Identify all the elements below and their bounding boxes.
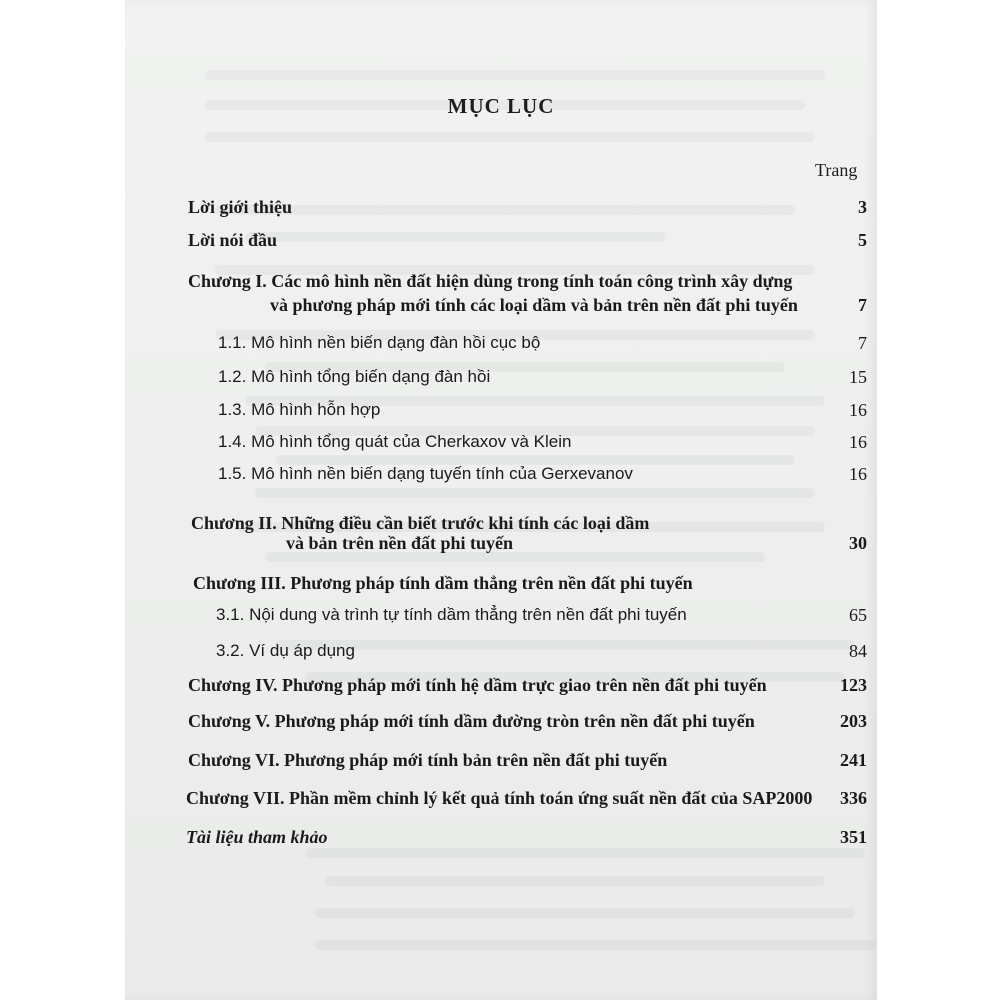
toc-entry-page: 30 [849, 533, 867, 553]
toc-entry-title: 1.4. Mô hình tổng quát của Cherkaxov và Klein [218, 432, 572, 451]
toc-entry-page: 7 [858, 333, 867, 353]
toc-entry-title: 1.5. Mô hình nền biến dạng tuyến tính của Gerxevanov [218, 464, 633, 483]
toc-entry-title: Tài liệu tham khảo [186, 827, 328, 847]
page-column-header: Trang [815, 160, 858, 180]
page-title: MỤC LỤC [447, 94, 555, 118]
toc-entry-title: 1.3. Mô hình hỗn hợp [218, 400, 381, 419]
toc-entry-page: 241 [840, 750, 867, 770]
toc-entry-page: 351 [840, 827, 867, 847]
toc-entry-title: 3.2. Ví dụ áp dụng [216, 641, 355, 660]
toc-entry-page: 123 [840, 675, 867, 695]
toc-entry-page: 5 [858, 230, 867, 250]
toc-entry-title: Chương VI. Phương pháp mới tính bản trên nền đất phi tuyến [188, 750, 668, 770]
toc-entry-title: Lời nói đầu [188, 230, 278, 250]
toc-entry-title: Chương VII. Phần mềm chỉnh lý kết quả tính toán ứng suất nền đất của SAP2000 [186, 788, 813, 808]
toc-entry-page: 7 [858, 295, 867, 315]
toc-entry-page: 16 [849, 464, 867, 484]
toc-entry-page: 3 [858, 197, 867, 217]
toc-entry-title: Chương I. Các mô hình nền đất hiện dùng trong tính toán công trình xây dựng [188, 271, 793, 291]
toc-entry-title: Chương III. Phương pháp tính dầm thẳng trên nền đất phi tuyến [193, 573, 693, 593]
toc-entry-title: Lời giới thiệu [188, 197, 292, 217]
toc-entry-title: 1.2. Mô hình tổng biến dạng đàn hồi [218, 367, 491, 386]
toc-entry-page: 65 [849, 605, 867, 625]
toc-entry-page: 16 [849, 400, 867, 420]
toc-entry-page: 336 [840, 788, 867, 808]
toc-entry-page: 16 [849, 432, 867, 452]
show-through-text [125, 0, 877, 1000]
toc-entry-title: Chương II. Những điều cần biết trước khi tính các loại dầm [191, 513, 650, 533]
toc-entry-page: 84 [849, 641, 867, 661]
toc-entry-title: Chương IV. Phương pháp mới tính hệ dầm trực giao trên nền đất phi tuyến [188, 675, 767, 695]
toc-entry-page: 15 [849, 367, 867, 387]
toc-entry-title: 1.1. Mô hình nền biến dạng đàn hồi cục bộ [218, 333, 541, 352]
toc-entry-title: 3.1. Nội dung và trình tự tính dầm thẳng trên nền đất phi tuyến [216, 605, 687, 624]
toc-entry-page: 203 [840, 711, 867, 731]
toc-entry-title: Chương V. Phương pháp mới tính dầm đường tròn trên nền đất phi tuyến [188, 711, 755, 731]
toc-entry-title: và phương pháp mới tính các loại dầm và bản trên nền đất phi tuyến [270, 295, 798, 315]
book-page [125, 0, 877, 1000]
toc-entry-title: và bản trên nền đất phi tuyến [286, 533, 514, 553]
